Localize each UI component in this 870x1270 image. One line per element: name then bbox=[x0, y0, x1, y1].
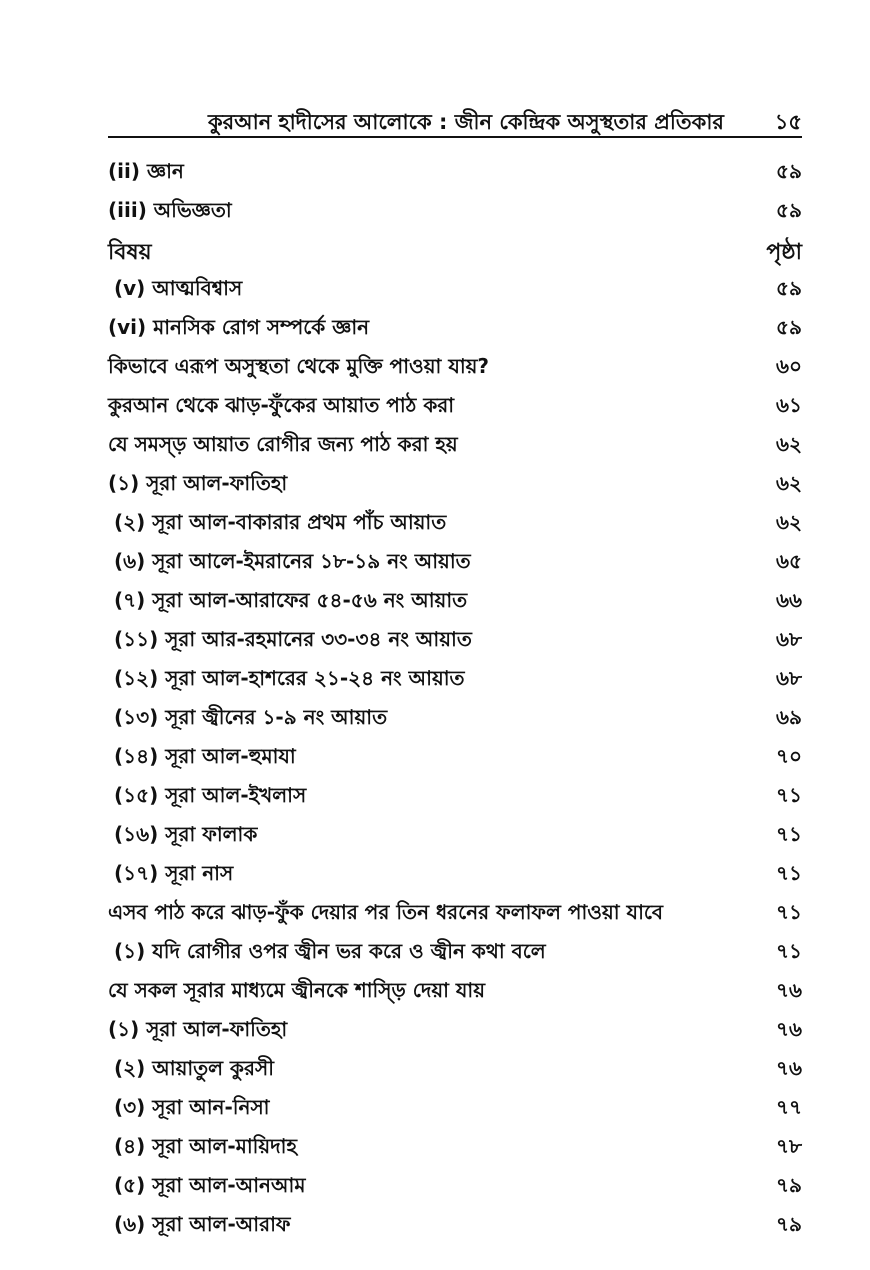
toc-entry-title: (২) আয়াতুল কুরসী bbox=[114, 1056, 274, 1080]
toc-entry-title: (৫) সূরা আল-আনআম bbox=[114, 1173, 306, 1197]
toc-heading-row bbox=[108, 231, 802, 270]
toc-entry-title: (১) সূরা আল-ফাতিহা bbox=[108, 1017, 288, 1041]
toc-entry bbox=[108, 348, 802, 387]
toc-entry bbox=[108, 777, 802, 816]
toc-entry-title: (v) আত্মবিশ্বাস bbox=[114, 276, 243, 300]
header-rule bbox=[108, 136, 802, 138]
toc-entry bbox=[108, 816, 802, 855]
toc-entry bbox=[108, 387, 802, 426]
toc-entry-page: ৫৯ bbox=[776, 198, 802, 222]
toc-entry-title: এসব পাঠ করে ঝাড়-ফুঁক দেয়ার পর তিন ধরনের ফলাফল পাওয়া যাবে bbox=[108, 900, 664, 924]
toc-entry bbox=[108, 465, 802, 504]
toc-entry bbox=[108, 270, 802, 309]
toc-entry bbox=[108, 1050, 802, 1089]
toc-entry-title: (১৩) সূরা জ্বীনের ১-৯ নং আয়াত bbox=[114, 705, 388, 729]
toc-entry-title: (১) যদি রোগীর ওপর জ্বীন ভর করে ও জ্বীন কথা বলে bbox=[114, 939, 546, 963]
toc-entry-page: ৬৮ bbox=[776, 627, 802, 651]
toc-entry-page: ৬২ bbox=[775, 510, 802, 534]
table-of-contents bbox=[108, 153, 802, 1245]
toc-entry-page: ৭০ bbox=[775, 744, 802, 768]
toc-entry-page: ৫৯ bbox=[776, 159, 802, 183]
toc-entry-page: ৭১ bbox=[776, 939, 802, 963]
toc-entry-title: (১৬) সূরা ফালাক bbox=[114, 822, 258, 846]
toc-entry bbox=[108, 309, 802, 348]
toc-entry bbox=[108, 153, 802, 192]
toc-entry-title: যে সকল সূরার মাধ্যমে জ্বীনকে শাস্ড়ি দেয়া যায় bbox=[108, 978, 485, 1002]
toc-entry-title: কুরআন থেকে ঝাড়-ফুঁকের আয়াত পাঠ করা bbox=[108, 393, 455, 417]
toc-entry bbox=[108, 972, 802, 1011]
toc-entry-title: (১৪) সূরা আল-হুমাযা bbox=[114, 744, 296, 768]
toc-entry bbox=[108, 543, 802, 582]
toc-entry-page: ৬০ bbox=[775, 354, 802, 378]
toc-entry-page: ৬৬ bbox=[775, 588, 802, 612]
toc-entry-title: (৩) সূরা আন-নিসা bbox=[114, 1095, 270, 1119]
toc-entry bbox=[108, 621, 802, 660]
toc-entry bbox=[108, 426, 802, 465]
toc-entry-page: ৬২ bbox=[775, 432, 802, 456]
toc-entry-page: ৫৯ bbox=[776, 315, 802, 339]
toc-entry-title: (৭) সূরা আল-আরাফের ৫৪-৫৬ নং আয়াত bbox=[114, 588, 468, 612]
running-header bbox=[108, 102, 802, 136]
toc-entry-page: ৭৮ bbox=[776, 1134, 802, 1158]
toc-entry-page: ৬৫ bbox=[776, 549, 802, 573]
toc-entry-page: ৬২ bbox=[775, 471, 802, 495]
toc-entry-title: (১৫) সূরা আল-ইখলাস bbox=[114, 783, 307, 807]
toc-entry-title: (৬) সূরা আল-আরাফ bbox=[114, 1212, 291, 1236]
toc-entry bbox=[108, 504, 802, 543]
toc-entry-title: (৬) সূরা আলে-ইমরানের ১৮-১৯ নং আয়াত bbox=[114, 549, 471, 573]
toc-entry-page: ৬১ bbox=[776, 393, 802, 417]
toc-entry-page: ৭৬ bbox=[775, 1017, 802, 1041]
toc-entry-title: কিভাবে এরূপ অসুস্থতা থেকে মুক্তি পাওয়া যায়? bbox=[108, 354, 490, 378]
toc-entry bbox=[108, 933, 802, 972]
toc-entry-title: যে সমস্ড় আয়াত রোগীর জন্য পাঠ করা হয় bbox=[108, 432, 458, 456]
toc-entry-page: ৭১ bbox=[776, 783, 802, 807]
toc-entry-title: (১১) সূরা আর-রহমানের ৩৩-৩৪ নং আয়াত bbox=[114, 627, 472, 651]
toc-entry bbox=[108, 1089, 802, 1128]
toc-entry bbox=[108, 1206, 802, 1245]
toc-entry-page: ৭১ bbox=[776, 861, 802, 885]
toc-entry-title: (১২) সূরা আল-হাশরের ২১-২৪ নং আয়াত bbox=[114, 666, 465, 690]
toc-entry-title: (২) সূরা আল-বাকারার প্রথম পাঁচ আয়াত bbox=[114, 510, 447, 534]
toc-entry-page: ৭৬ bbox=[775, 1056, 802, 1080]
toc-entry-title: (vi) মানসিক রোগ সম্পর্কে জ্ঞান bbox=[108, 315, 370, 339]
toc-entry bbox=[108, 192, 802, 231]
page-number: ১৫ bbox=[774, 110, 802, 134]
toc-entry-page: ৬৮ bbox=[776, 666, 802, 690]
toc-entry bbox=[108, 855, 802, 894]
toc-heading-page: পৃষ্ঠা bbox=[766, 240, 802, 265]
running-header-title: কুরআন হাদীসের আলোকে : জীন কেন্দ্রিক অসুস্থতার প্রতিকার bbox=[207, 110, 724, 134]
toc-entry bbox=[108, 699, 802, 738]
toc-entry-title: (১৭) সূরা নাস bbox=[114, 861, 234, 885]
toc-entry bbox=[108, 738, 802, 777]
toc-entry bbox=[108, 894, 802, 933]
toc-entry-page: ৫৯ bbox=[776, 276, 802, 300]
toc-entry bbox=[108, 1011, 802, 1050]
toc-entry-title: (১) সূরা আল-ফাতিহা bbox=[108, 471, 288, 495]
toc-heading-label: বিষয় bbox=[108, 240, 152, 265]
toc-entry-page: ৭৭ bbox=[775, 1095, 802, 1119]
toc-entry-page: ৭১ bbox=[776, 822, 802, 846]
toc-entry-page: ৬৯ bbox=[776, 705, 802, 729]
toc-entry-title: (iii) অভিজ্ঞতা bbox=[108, 198, 232, 222]
toc-entry-page: ৭৯ bbox=[776, 1173, 802, 1197]
toc-entry bbox=[108, 1167, 802, 1206]
toc-entry-page: ৭১ bbox=[776, 900, 802, 924]
toc-entry-page: ৭৬ bbox=[775, 978, 802, 1002]
toc-entry bbox=[108, 660, 802, 699]
toc-entry-title: (৪) সূরা আল-মায়িদাহ bbox=[114, 1134, 297, 1158]
toc-entry bbox=[108, 582, 802, 621]
toc-entry-title: (ii) জ্ঞান bbox=[108, 159, 184, 183]
toc-entry bbox=[108, 1128, 802, 1167]
toc-entry-page: ৭৯ bbox=[776, 1212, 802, 1236]
